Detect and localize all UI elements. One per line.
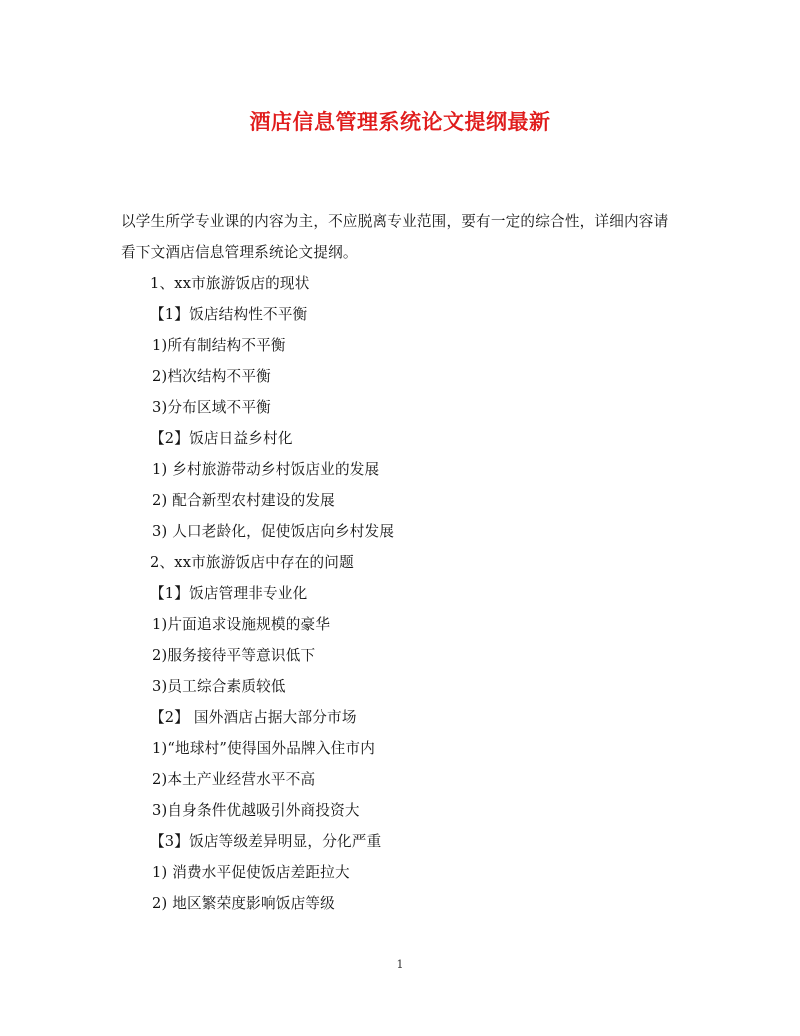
outline-item: 2)本土产业经营水平不高 xyxy=(152,771,316,788)
outline-item: 1)片面追求设施规模的豪华 xyxy=(152,616,331,633)
outline-list xyxy=(150,268,690,919)
outline-item: 3)员工综合素质较低 xyxy=(152,678,286,695)
outline-item: 2)档次结构不平衡 xyxy=(152,368,271,385)
outline-item: 【1】饭店结构性不平衡 xyxy=(150,306,308,323)
outline-item: 1)所有制结构不平衡 xyxy=(152,337,286,354)
outline-item: 1) 消费水平促使饭店差距拉大 xyxy=(152,864,350,881)
outline-item: 1) 乡村旅游带动乡村饭店业的发展 xyxy=(152,461,380,478)
outline-item: 【3】饭店等级差异明显，分化严重 xyxy=(150,833,382,850)
outline-item: 2、xx市旅游饭店中存在的问题 xyxy=(150,554,354,571)
outline-item: 【2】饭店日益乡村化 xyxy=(150,430,293,447)
outline-item: 2)服务接待平等意识低下 xyxy=(152,647,316,664)
outline-item: 【2】 国外酒店占据大部分市场 xyxy=(150,709,357,726)
outline-item: 3)自身条件优越吸引外商投资大 xyxy=(152,802,360,819)
outline-item: 1、xx市旅游饭店的现状 xyxy=(150,275,310,292)
outline-item: 3) 人口老龄化，促使饭店向乡村发展 xyxy=(152,523,395,540)
intro-paragraph: 以学生所学专业课的内容为主，不应脱离专业范围，要有一定的综合性，详细内容请看下文酒店信息管理系统论文提纲。 xyxy=(121,213,669,261)
outline-item: 2) 配合新型农村建设的发展 xyxy=(152,492,335,509)
outline-item: 【1】饭店管理非专业化 xyxy=(150,585,308,602)
outline-item: 3)分布区域不平衡 xyxy=(152,399,271,416)
document-title: 酒店信息管理系统论文提纲最新 xyxy=(249,109,551,134)
page-number: 1 xyxy=(396,958,404,971)
outline-item: 2) 地区繁荣度影响饭店等级 xyxy=(152,895,335,912)
outline-item: 1)“地球村”使得国外品牌入住市内 xyxy=(152,740,376,757)
